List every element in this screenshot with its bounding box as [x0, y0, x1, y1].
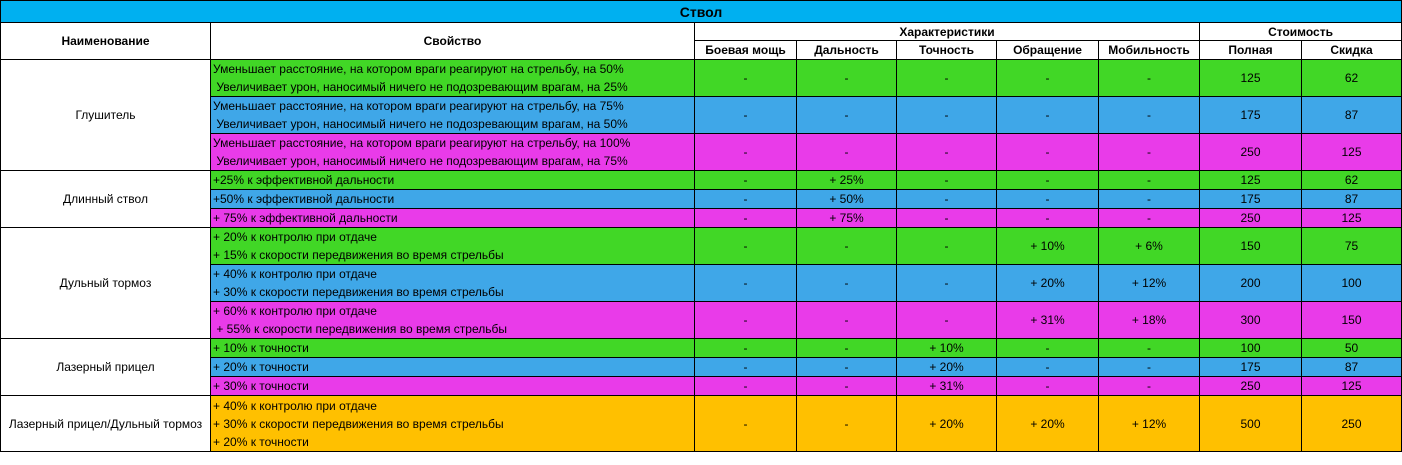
cell-handling: - [997, 209, 1099, 228]
cell-accuracy: + 31% [897, 377, 997, 396]
cell-accuracy: - [897, 302, 997, 339]
cell-power: - [695, 171, 797, 190]
cell-full: 200 [1200, 265, 1302, 302]
cell-mobility: + 6% [1099, 228, 1200, 265]
cell-discount: 87 [1302, 190, 1402, 209]
item-property: + 60% к контролю при отдаче + 55% к скорости передвижения во время стрельбы [211, 302, 695, 339]
cell-range: - [797, 60, 897, 97]
table-row [1, 209, 1402, 228]
cell-accuracy: - [897, 97, 997, 134]
header-characteristics: Характеристики [695, 23, 1200, 41]
cell-mobility: - [1099, 209, 1200, 228]
cell-accuracy: + 10% [897, 339, 997, 358]
cell-handling: + 20% [997, 265, 1099, 302]
cell-range: - [797, 97, 897, 134]
table-row [1, 377, 1402, 396]
cell-discount: 250 [1302, 396, 1402, 452]
cell-accuracy: - [897, 60, 997, 97]
cell-accuracy: - [897, 209, 997, 228]
cell-full: 250 [1200, 134, 1302, 171]
item-property: + 20% к точности [211, 358, 695, 377]
cell-mobility: + 18% [1099, 302, 1200, 339]
cell-full: 250 [1200, 377, 1302, 396]
cell-range: - [797, 339, 897, 358]
cell-full: 125 [1200, 60, 1302, 97]
cell-accuracy: - [897, 228, 997, 265]
table-title: Ствол [1, 1, 1402, 23]
cell-handling: - [997, 358, 1099, 377]
item-property: + 30% к точности [211, 377, 695, 396]
table-row [1, 134, 1402, 171]
cell-handling: - [997, 134, 1099, 171]
cell-accuracy: + 20% [897, 396, 997, 452]
item-property: + 40% к контролю при отдаче + 30% к скорости передвижения во время стрельбы + 20% к точности [211, 396, 695, 452]
cell-range: - [797, 228, 897, 265]
cell-power: - [695, 228, 797, 265]
table-row [1, 339, 1402, 358]
cell-range: + 50% [797, 190, 897, 209]
cell-handling: + 10% [997, 228, 1099, 265]
cell-full: 100 [1200, 339, 1302, 358]
header-cost: Стоимость [1200, 23, 1402, 41]
cell-range: - [797, 377, 897, 396]
cell-range: - [797, 302, 897, 339]
item-name: Длинный ствол [1, 171, 211, 228]
cell-range: - [797, 358, 897, 377]
cell-mobility: - [1099, 377, 1200, 396]
cell-handling: - [997, 190, 1099, 209]
table-row [1, 228, 1402, 265]
cell-discount: 100 [1302, 265, 1402, 302]
table-body [1, 60, 1402, 452]
header-property: Свойство [211, 23, 695, 60]
table-row [1, 171, 1402, 190]
cell-full: 300 [1200, 302, 1302, 339]
cell-discount: 62 [1302, 171, 1402, 190]
cell-power: - [695, 97, 797, 134]
cell-mobility: + 12% [1099, 265, 1200, 302]
cell-handling: - [997, 339, 1099, 358]
item-property: + 75% к эффективной дальности [211, 209, 695, 228]
cell-discount: 125 [1302, 377, 1402, 396]
cell-range: - [797, 396, 897, 452]
cell-range: + 25% [797, 171, 897, 190]
item-property: + 20% к контролю при отдаче + 15% к скорости передвижения во время стрельбы [211, 228, 695, 265]
cell-power: - [695, 265, 797, 302]
cell-mobility: + 12% [1099, 396, 1200, 452]
table-row [1, 97, 1402, 134]
cell-discount: 62 [1302, 60, 1402, 97]
cell-power: - [695, 302, 797, 339]
cell-discount: 125 [1302, 134, 1402, 171]
cell-mobility: - [1099, 134, 1200, 171]
item-property: Уменьшает расстояние, на котором враги реагируют на стрельбу, на 75% Увеличивает урон, наносимый ничего не подозревающим врагам, на 50% [211, 97, 695, 134]
cell-accuracy: - [897, 265, 997, 302]
item-property: + 40% к контролю при отдаче + 30% к скорости передвижения во время стрельбы [211, 265, 695, 302]
cell-full: 150 [1200, 228, 1302, 265]
header-name: Наименование [1, 23, 211, 60]
cell-power: - [695, 339, 797, 358]
cell-discount: 50 [1302, 339, 1402, 358]
cell-power: - [695, 358, 797, 377]
cell-accuracy: - [897, 190, 997, 209]
cell-mobility: - [1099, 190, 1200, 209]
cell-mobility: - [1099, 60, 1200, 97]
cell-range: - [797, 134, 897, 171]
item-property: Уменьшает расстояние, на котором враги реагируют на стрельбу, на 100% Увеличивает урон, наносимый ничего не подозревающим врагам, на 75% [211, 134, 695, 171]
cell-accuracy: + 20% [897, 358, 997, 377]
cell-handling: - [997, 377, 1099, 396]
cell-accuracy: - [897, 171, 997, 190]
item-name: Лазерный прицел/Дульный тормоз [1, 396, 211, 452]
cell-range: + 75% [797, 209, 897, 228]
item-name: Дульный тормоз [1, 228, 211, 339]
cell-power: - [695, 396, 797, 452]
cell-power: - [695, 190, 797, 209]
item-name: Лазерный прицел [1, 339, 211, 396]
cell-discount: 150 [1302, 302, 1402, 339]
header-range: Дальность [797, 41, 897, 60]
cell-full: 500 [1200, 396, 1302, 452]
cell-full: 250 [1200, 209, 1302, 228]
table-row [1, 302, 1402, 339]
header-power: Боевая мощь [695, 41, 797, 60]
cell-power: - [695, 60, 797, 97]
item-property: +25% к эффективной дальности [211, 171, 695, 190]
cell-mobility: - [1099, 339, 1200, 358]
item-property: Уменьшает расстояние, на котором враги реагируют на стрельбу, на 50% Увеличивает урон, наносимый ничего не подозревающим врагам, на 25% [211, 60, 695, 97]
cell-discount: 87 [1302, 97, 1402, 134]
header-accuracy: Точность [897, 41, 997, 60]
cell-discount: 75 [1302, 228, 1402, 265]
cell-full: 175 [1200, 358, 1302, 377]
cell-mobility: - [1099, 171, 1200, 190]
header-mobility: Мобильность [1099, 41, 1200, 60]
cell-mobility: - [1099, 358, 1200, 377]
item-name: Глушитель [1, 60, 211, 171]
table-row [1, 358, 1402, 377]
cell-full: 175 [1200, 190, 1302, 209]
cell-handling: - [997, 171, 1099, 190]
item-property: + 10% к точности [211, 339, 695, 358]
cell-handling: + 20% [997, 396, 1099, 452]
cell-handling: - [997, 97, 1099, 134]
table-row [1, 60, 1402, 97]
cell-power: - [695, 209, 797, 228]
cell-power: - [695, 134, 797, 171]
cell-handling: + 31% [997, 302, 1099, 339]
header-handling: Обращение [997, 41, 1099, 60]
table-row [1, 265, 1402, 302]
table-row [1, 190, 1402, 209]
cell-discount: 125 [1302, 209, 1402, 228]
cell-discount: 87 [1302, 358, 1402, 377]
cell-mobility: - [1099, 97, 1200, 134]
cell-power: - [695, 377, 797, 396]
item-property: +50% к эффективной дальности [211, 190, 695, 209]
header-discount-cost: Скидка [1302, 41, 1402, 60]
cell-range: - [797, 265, 897, 302]
cell-handling: - [997, 60, 1099, 97]
cell-full: 175 [1200, 97, 1302, 134]
header-full-cost: Полная [1200, 41, 1302, 60]
cell-full: 125 [1200, 171, 1302, 190]
cell-accuracy: - [897, 134, 997, 171]
table-row [1, 396, 1402, 452]
